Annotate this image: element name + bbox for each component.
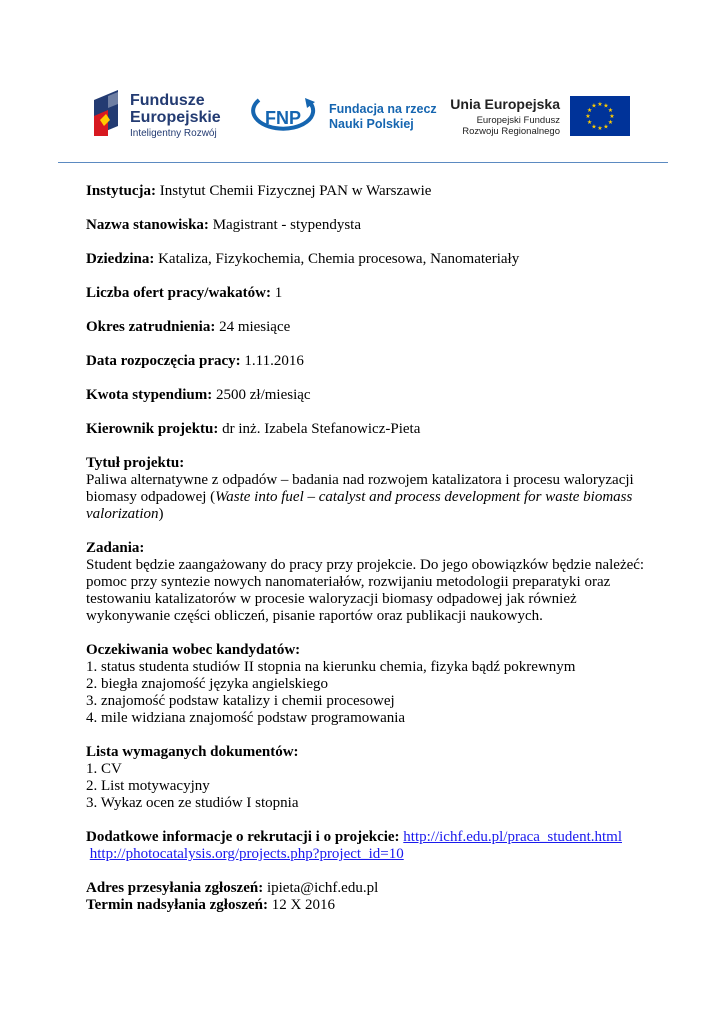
document-body <box>86 183 646 914</box>
oczekiwania-heading: Oczekiwania wobec kandydatów: <box>86 642 301 658</box>
fnp-line2: Nauki Polskiej <box>329 117 414 131</box>
svg-text:★: ★ <box>607 119 614 126</box>
section-dodatkowe <box>86 829 646 863</box>
link-praca-student[interactable]: http://ichf.edu.pl/praca_student.html <box>403 829 622 845</box>
list-item: 2. List motywacyjny <box>86 778 210 794</box>
ue-logo <box>450 96 632 140</box>
svg-text:★: ★ <box>607 107 614 114</box>
svg-text:★: ★ <box>591 123 597 131</box>
field-termin: Termin nadsyłania zgłoszeń: 12 X 2016 <box>86 897 336 913</box>
svg-text:★: ★ <box>609 113 615 120</box>
fundusze-europejskie-logo <box>92 88 232 140</box>
svg-text:★: ★ <box>597 101 603 108</box>
fe-line2: Europejskie <box>130 109 221 126</box>
fnp-abbr: FNP <box>265 108 301 128</box>
fe-flag-icon <box>92 90 122 138</box>
section-tytul <box>86 455 646 523</box>
list-item: 2. biegła znajomość języka angielskiego <box>86 676 328 692</box>
svg-text:★: ★ <box>603 102 609 110</box>
section-zadania <box>86 540 646 625</box>
dodatkowe-heading: Dodatkowe informacje o rekrutacji i o projekcie: <box>86 829 400 845</box>
dokumenty-heading: Lista wymaganych dokumentów: <box>86 744 299 760</box>
svg-text:★: ★ <box>597 125 603 132</box>
list-item: 3. Wykaz ocen ze studiów I stopnia <box>86 795 299 811</box>
svg-text:★: ★ <box>586 107 593 114</box>
section-adres <box>86 880 646 914</box>
svg-text:★: ★ <box>603 123 609 131</box>
fe-line1: Fundusze <box>130 92 205 109</box>
svg-text:★: ★ <box>586 119 593 126</box>
ue-line1: Unia Europejska <box>450 96 560 112</box>
svg-text:★: ★ <box>591 102 597 110</box>
field-kwota: Kwota stypendium: 2500 zł/miesiąc <box>86 387 311 403</box>
field-stanowisko: Nazwa stanowiska: Magistrant - stypendysta <box>86 217 361 233</box>
list-item: 3. znajomość podstaw katalizy i chemii procesowej <box>86 693 395 709</box>
fe-line3: Inteligentny Rozwój <box>130 128 217 139</box>
tytul-text: Paliwa alternatywne z odpadów – badania nad rozwojem katalizatora i procesu waloryzacji biomasy odpadowej (Waste into fuel – catalyst and process development for waste biomass valorization) <box>86 472 634 522</box>
field-dziedzina: Dziedzina: Kataliza, Fizykochemia, Chemia procesowa, Nanomateriały <box>86 251 520 267</box>
zadania-heading: Zadania: <box>86 540 145 556</box>
ue-line3: Rozwoju Regionalnego <box>462 126 560 137</box>
field-kierownik: Kierownik projektu: dr inż. Izabela Stefanowicz-Pieta <box>86 421 421 437</box>
field-okres: Okres zatrudnienia: 24 miesiące <box>86 319 291 335</box>
list-item: 1. CV <box>86 761 122 777</box>
field-data: Data rozpoczęcia pracy: 1.11.2016 <box>86 353 304 369</box>
field-adres: Adres przesyłania zgłoszeń: ipieta@ichf.edu.pl <box>86 880 379 896</box>
header-rule <box>58 162 668 163</box>
tytul-heading: Tytuł projektu: <box>86 455 185 471</box>
zadania-text: Student będzie zaangażowany do pracy przy projekcie. Do jego obowiązków będzie należeć: pomoc przy syntezie nowych nanomateriałów, rozwijaniu metodologii preparatyki oraz testowaniu katalizatorów w procesie waloryzacji biomasy odpadowej jak również wykonywanie części obliczeń, pisanie raportów oraz publikacji naukowych. <box>86 557 645 624</box>
ue-line2: Europejski Fundusz <box>476 115 560 126</box>
fnp-mark-icon <box>245 94 321 138</box>
list-item: 4. mile widziana znajomość podstaw programowania <box>86 710 406 726</box>
eu-flag-icon <box>570 96 630 136</box>
section-dokumenty <box>86 744 646 812</box>
header-logos <box>0 0 725 160</box>
svg-text:★: ★ <box>585 113 591 120</box>
field-liczba: Liczba ofert pracy/wakatów: 1 <box>86 285 283 301</box>
list-item: 1. status studenta studiów II stopnia na kierunku chemia, fizyka bądź pokrewnym <box>86 659 576 675</box>
link-photocatalysis[interactable]: http://photocatalysis.org/projects.php?project_id=10 <box>89 846 404 862</box>
section-oczekiwania <box>86 642 646 727</box>
fnp-line1: Fundacja na rzecz <box>329 102 437 116</box>
field-instytucja: Instytucja: Instytut Chemii Fizycznej PAN w Warszawie <box>86 183 432 199</box>
fnp-logo <box>245 94 445 138</box>
